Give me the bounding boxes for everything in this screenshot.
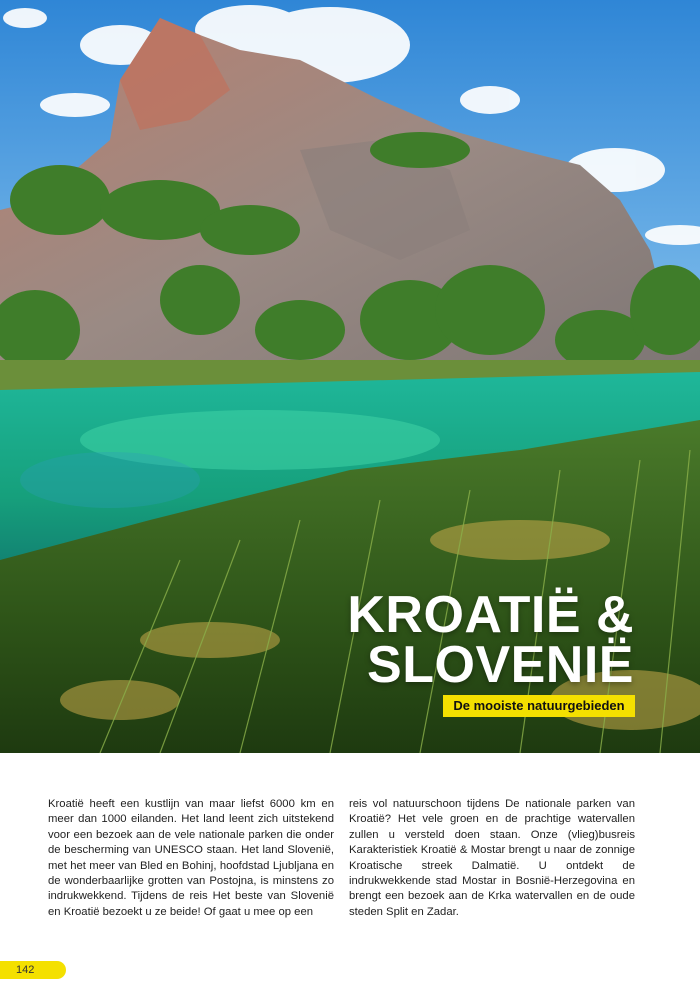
- title-line-2: SLOVENIË: [367, 636, 634, 694]
- page-number: 142: [16, 964, 35, 976]
- page-number-tab: [0, 961, 66, 979]
- title-line-1: KROATIË &: [347, 586, 634, 644]
- body-text-right-column: reis vol natuurschoon tijdens De nationale parken van Kroatië? Het vele groen en de prachtige watervallen zullen u versteld doen staan. Onze (vlieg)busreis Karakteristiek Kroatië & Mostar brengt u naar de zonnige Kroatische streek Dalmatië. U ontdekt de indrukwekkende stad Mostar in Bosnië-Herzegovina en brengt een bezoek aan de Krka watervallen en de oude steden Split en Zadar.: [349, 798, 635, 918]
- body-text-left-column: Kroatië heeft een kustlijn van maar liefst 6000 km en meer dan 1000 eilanden. Het land leent zich uitstekend voor een bezoek aan de vele nationale parken die onder de bescherming van UNESCO staan. Het land Slovenië, met het meer van Bled en Bohinj, hoofdstad Ljubljana en de wonderbaarlijke grotten van Postojna, is minstens zo indrukwekkend. Tijdens de reis Het beste van Slovenië en Kroatië bezoekt u ze beide! Of gaat u mee op een: [48, 798, 334, 918]
- page-title: [347, 586, 634, 694]
- subtitle-badge: De mooiste natuurgebieden: [443, 695, 635, 717]
